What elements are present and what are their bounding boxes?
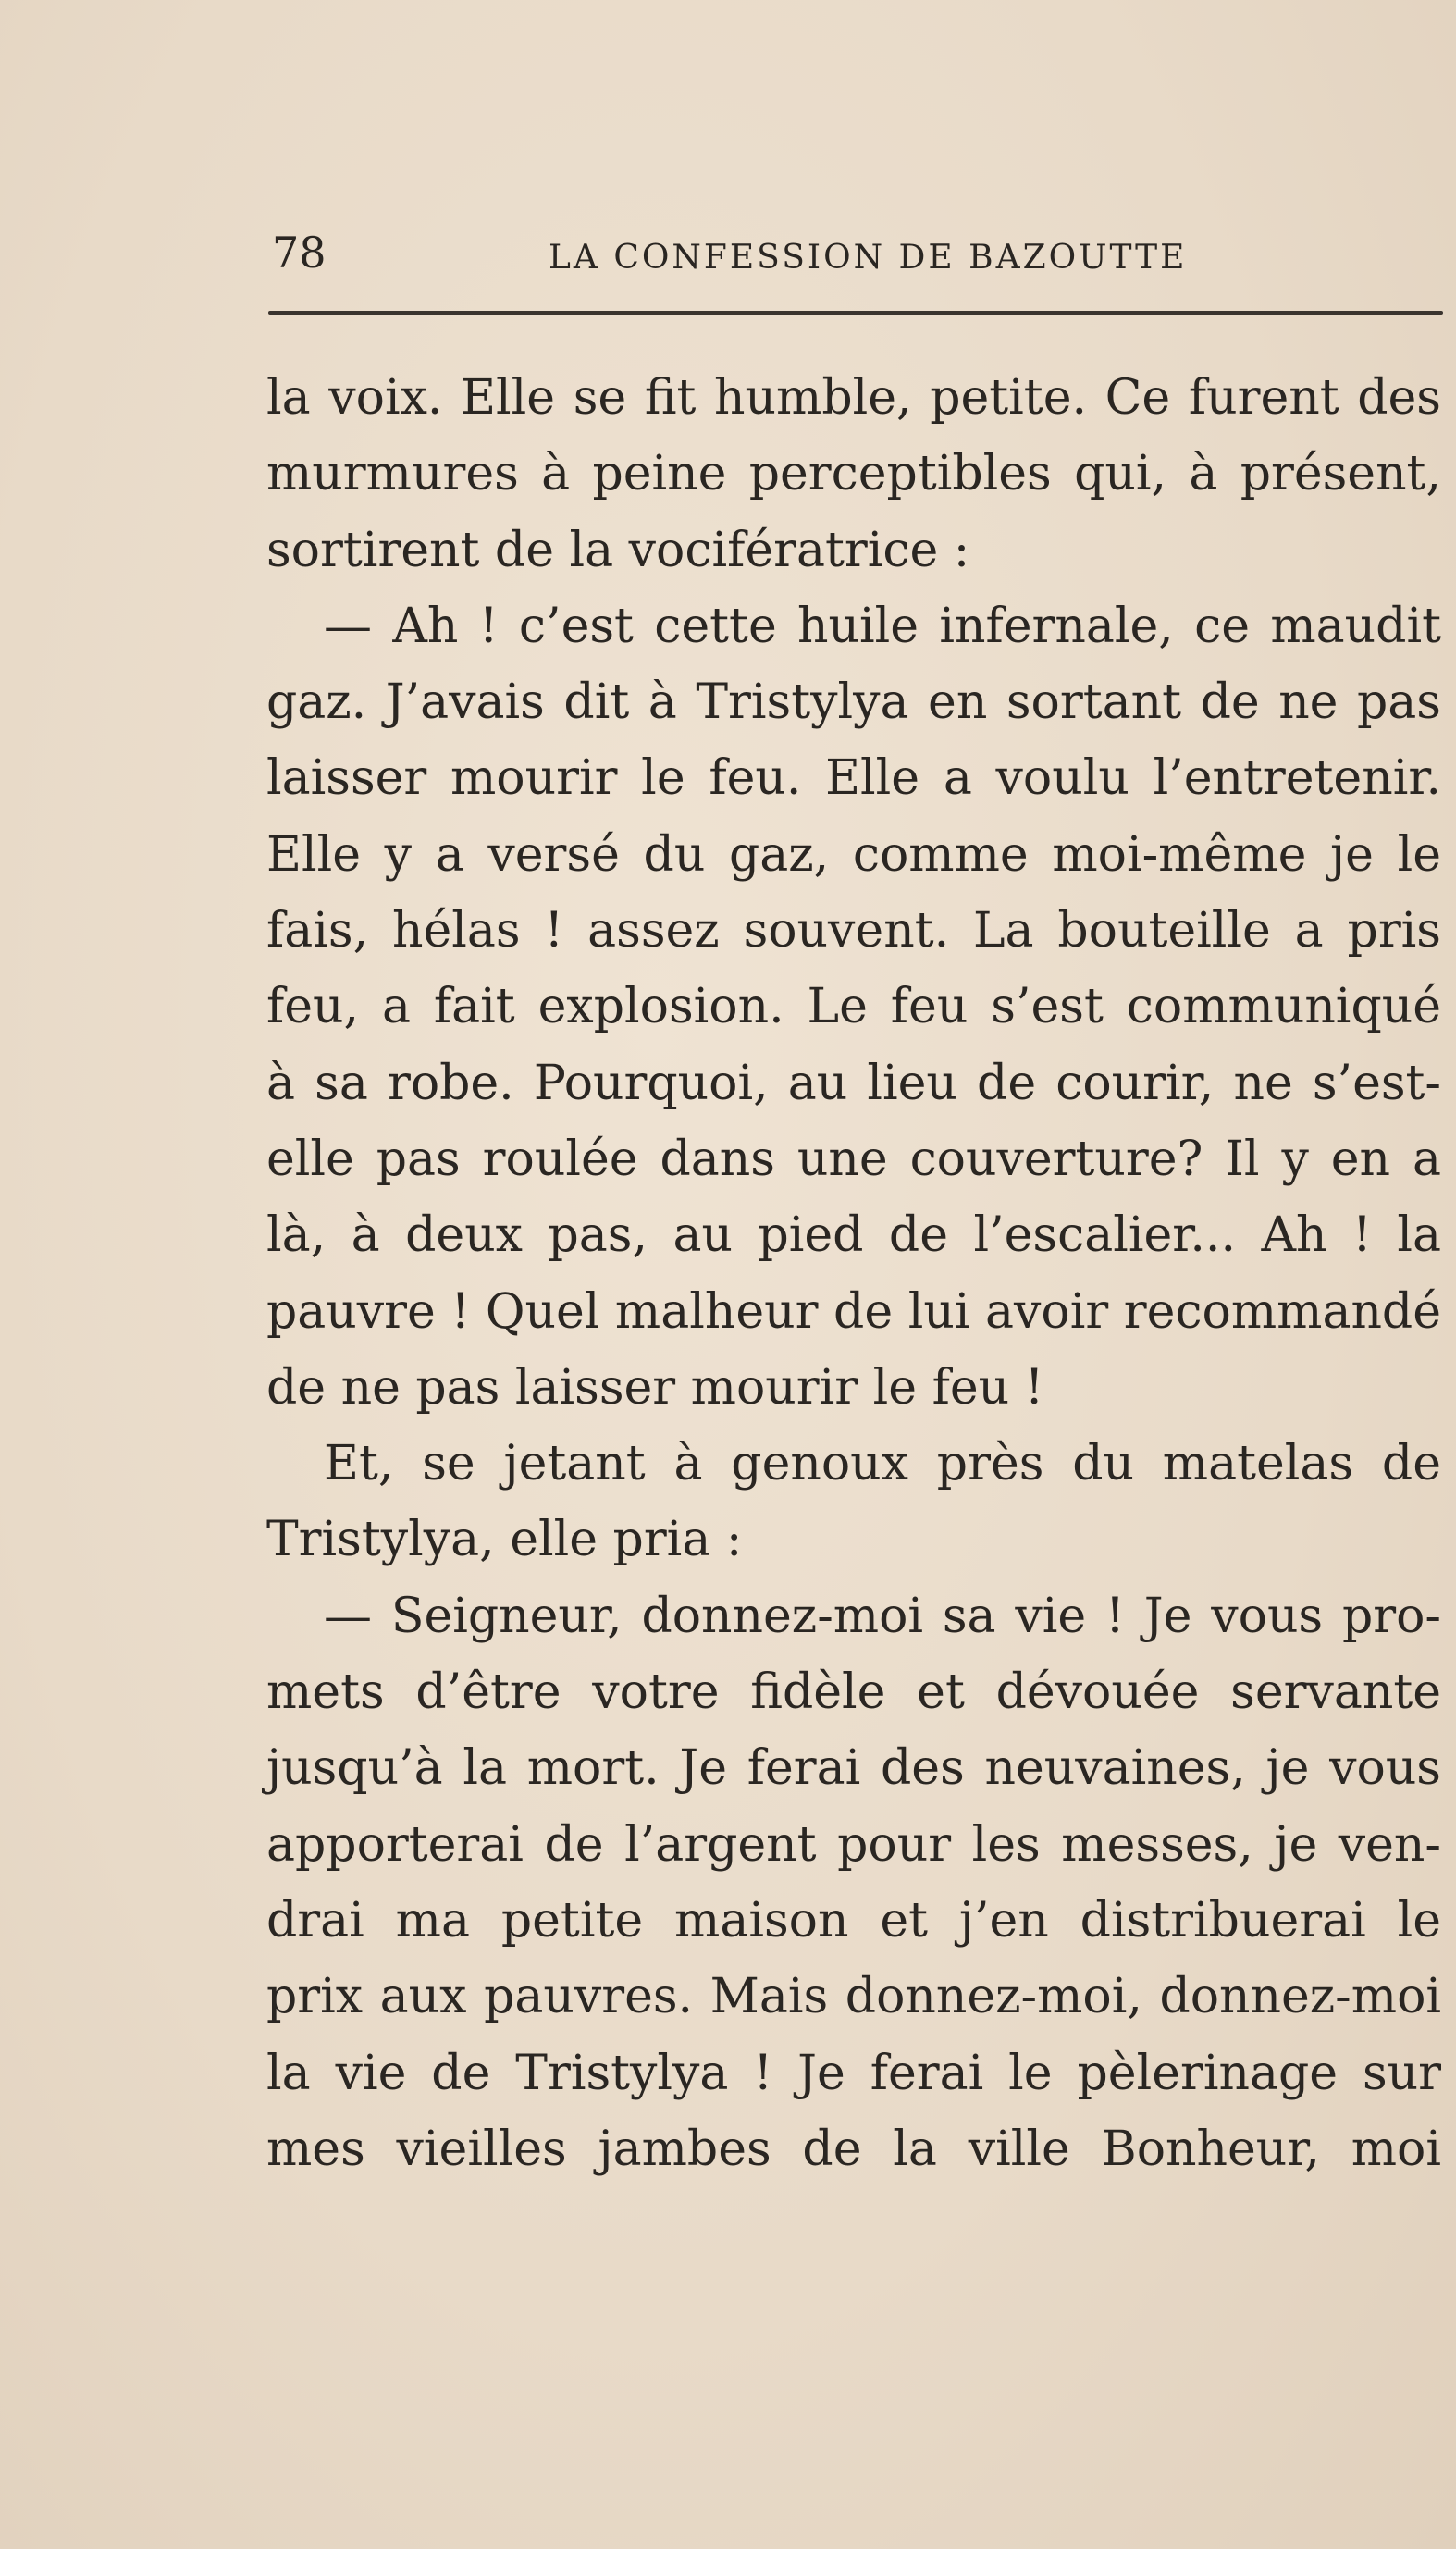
text-line: apporterai de l’argent pour les messes, je ven- <box>266 1816 1441 1873</box>
text-line: gaz. J’avais dit à Tristylya en sortant de ne pas <box>266 674 1441 731</box>
text-line: drai ma petite maison et j’en distribuerai le <box>266 1892 1441 1949</box>
body-text <box>266 360 1441 2187</box>
text-line: sortirent de la vocifératrice : <box>266 522 970 578</box>
text-line: murmures à peine perceptibles qui, à présent, <box>266 446 1441 502</box>
text-line: Elle y a versé du gaz, comme moi-même je le <box>266 826 1441 883</box>
text-line: prix aux pauvres. Mais donnez-moi, donnez-moi <box>266 1969 1441 2025</box>
running-title: LA CONFESSION DE BAZOUTTE <box>549 239 1188 277</box>
text-line: feu, a fait explosion. Le feu s’est communiqué <box>266 979 1441 1035</box>
header-rule <box>268 311 1443 315</box>
page-number: 78 <box>272 228 327 278</box>
text-line: mes vieilles jambes de la ville Bonheur, moi <box>266 2121 1441 2177</box>
text-line: jusqu’à la mort. Je ferai des neuvaines, je vous <box>266 1740 1441 1797</box>
text-line: pauvre ! Quel malheur de lui avoir recommandé <box>266 1283 1441 1340</box>
text-line: elle pas roulée dans une couverture? Il y en a <box>266 1131 1441 1187</box>
page-header <box>266 220 1456 285</box>
text-line: mets d’être votre fidèle et dévouée servante <box>266 1664 1441 1721</box>
text-line: — Ah ! c’est cette huile infernale, ce maudit <box>324 598 1441 654</box>
text-line: de ne pas laisser mourir le feu ! <box>266 1359 1044 1416</box>
text-line: la vie de Tristylya ! Je ferai le pèlerinage sur <box>266 2045 1441 2101</box>
text-line: laisser mourir le feu. Elle a voulu l’entretenir. <box>266 750 1441 807</box>
text-line: à sa robe. Pourquoi, au lieu de courir, ne s’est- <box>266 1055 1441 1111</box>
text-line: la voix. Elle se fit humble, petite. Ce furent des <box>266 370 1441 426</box>
text-line: — Seigneur, donnez-moi sa vie ! Je vous pro- <box>324 1588 1441 1644</box>
text-line: Tristylya, elle pria : <box>266 1512 743 1568</box>
text-line: là, à deux pas, au pied de l’escalier... Ah ! la <box>266 1207 1441 1264</box>
text-line: Et, se jetant à genoux près du matelas de <box>324 1436 1441 1492</box>
text-line: fais, hélas ! assez souvent. La bouteille a pris <box>266 903 1441 959</box>
